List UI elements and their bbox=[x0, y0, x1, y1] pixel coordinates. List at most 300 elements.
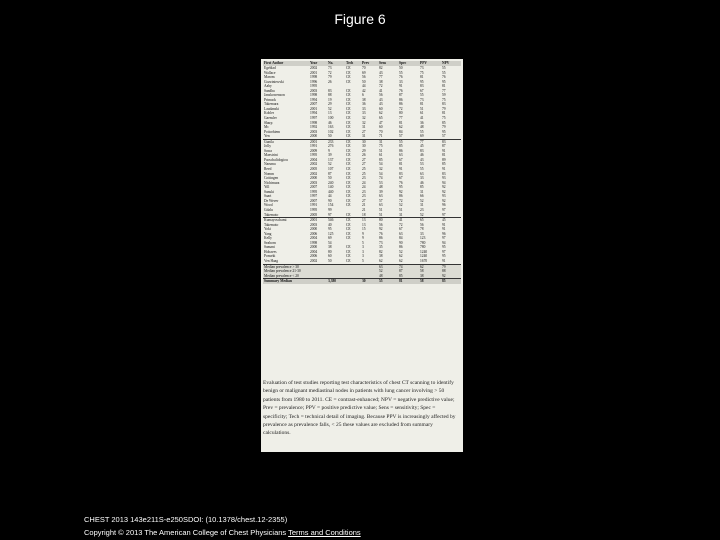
table-cell: 44 bbox=[328, 194, 332, 199]
figure-image bbox=[261, 59, 463, 452]
table-cell: 2002 bbox=[310, 171, 318, 176]
table-cell: 52 bbox=[328, 162, 332, 167]
table-cell: 1998 bbox=[310, 93, 318, 98]
table-cell: 86 bbox=[399, 194, 403, 199]
table-cell: 23 bbox=[362, 194, 366, 199]
table-cell: 92 bbox=[442, 198, 446, 203]
table-cell: CE bbox=[346, 88, 351, 93]
table-cell: 1994 bbox=[310, 97, 318, 102]
column-header: No. bbox=[327, 61, 345, 66]
table-cell: 55 bbox=[378, 279, 398, 284]
table-cell: CE bbox=[346, 194, 351, 199]
table-cell: CE bbox=[346, 116, 351, 121]
table-cell: 2002 bbox=[310, 162, 318, 167]
table-cell: 46 bbox=[420, 180, 424, 185]
table-cell: 90 bbox=[328, 198, 332, 203]
table-cell: 36 bbox=[420, 120, 424, 125]
table-cell: 107 bbox=[328, 167, 334, 172]
table-cell: 2003 bbox=[310, 129, 318, 134]
table-cell: 62 bbox=[399, 125, 403, 130]
table-cell: 30 bbox=[361, 139, 378, 144]
table-cell: 102 bbox=[328, 129, 334, 134]
table-cell: 50 bbox=[328, 134, 332, 139]
row-label: Kohler bbox=[264, 111, 274, 116]
table-cell: 3 bbox=[362, 249, 364, 254]
table-cell: 15 bbox=[362, 227, 366, 232]
table-cell: CE bbox=[346, 70, 351, 75]
row-label: Sanuki bbox=[264, 189, 274, 194]
table-cell: CE bbox=[346, 125, 351, 130]
table-cell: 1995 bbox=[310, 153, 318, 158]
table-cell: 50 bbox=[362, 79, 366, 84]
table-cell: 3 bbox=[362, 245, 364, 250]
table-cell: 41 bbox=[420, 116, 424, 121]
table-cell: 33 bbox=[362, 111, 366, 116]
table-cell: CE bbox=[346, 203, 351, 208]
table-cell: 73 bbox=[420, 97, 424, 102]
table-cell: 62 bbox=[379, 111, 383, 116]
table-cell: 72 bbox=[379, 84, 383, 89]
table-cell: 40 bbox=[328, 222, 332, 227]
table-cell: 3 bbox=[362, 254, 364, 259]
row-label: Gozziniewski bbox=[264, 79, 284, 84]
table-cell: 75 bbox=[379, 144, 383, 149]
table-cell: 233 bbox=[327, 139, 345, 144]
table-cell: 26 bbox=[328, 79, 332, 84]
table-cell: 86 bbox=[399, 148, 403, 153]
table-cell: 91 bbox=[442, 258, 446, 263]
table-cell: 81 bbox=[420, 102, 424, 107]
table-cell: 72 bbox=[399, 222, 403, 227]
table-cell: 1998 bbox=[310, 240, 318, 245]
table-cell: 30 bbox=[362, 144, 366, 149]
table-cell: 97 bbox=[442, 249, 446, 254]
table-cell: 39 bbox=[379, 189, 383, 194]
table-cell: 50 bbox=[328, 258, 332, 263]
table-cell: 95 bbox=[399, 185, 403, 190]
row-label: Median prevalence > 30 bbox=[263, 264, 309, 269]
row-label: Mc bbox=[264, 125, 269, 130]
table-cell: CE bbox=[346, 167, 351, 172]
table-cell: 80 bbox=[378, 218, 398, 223]
table-cell: 38 bbox=[379, 254, 383, 259]
table-cell: 79 bbox=[328, 75, 332, 80]
table-cell: 76 bbox=[399, 88, 403, 93]
table-cell: 125 bbox=[328, 231, 334, 236]
table-cell: 2001 bbox=[310, 70, 318, 75]
table-cell: 75 bbox=[442, 116, 446, 121]
table-cell: 31 bbox=[399, 212, 403, 217]
row-label: Primack bbox=[264, 97, 276, 102]
table-cell: 52 bbox=[399, 203, 403, 208]
table-cell: 2007 bbox=[310, 102, 318, 107]
table-cell: 123 bbox=[420, 236, 426, 241]
table-cell: 56 bbox=[379, 93, 383, 98]
table-cell: 97 bbox=[442, 212, 446, 217]
table-cell: 51 bbox=[399, 207, 403, 212]
table-cell: 45 bbox=[441, 218, 461, 223]
row-label: Nichimura bbox=[264, 180, 280, 185]
table-cell: 91 bbox=[442, 148, 446, 153]
column-header: NPV bbox=[441, 61, 461, 66]
table-cell: CE bbox=[346, 93, 351, 98]
table-cell: 47 bbox=[379, 120, 383, 125]
table-cell: CE bbox=[346, 236, 351, 241]
table-cell: 82 bbox=[379, 249, 383, 254]
table-cell: 2009 bbox=[310, 148, 318, 153]
table-cell: CE bbox=[345, 139, 361, 144]
table-cell: CE bbox=[346, 222, 351, 227]
table-cell: 27 bbox=[362, 162, 366, 167]
table-cell: 86 bbox=[379, 236, 383, 241]
table-cell: 85 bbox=[399, 144, 403, 149]
table-cell: 1991 bbox=[310, 144, 318, 149]
table-cell: 60 bbox=[379, 106, 383, 111]
row-label: Sandha bbox=[264, 88, 275, 93]
table-cell: 54 bbox=[379, 162, 383, 167]
table-cell: 87 bbox=[328, 171, 332, 176]
table-cell: 25 bbox=[362, 167, 366, 172]
table-cell: 27 bbox=[362, 157, 366, 162]
table-cell: 92 bbox=[442, 185, 446, 190]
row-label: Cottingen bbox=[264, 176, 279, 181]
table-cell: 2001 bbox=[310, 106, 318, 111]
table-cell: 38 bbox=[362, 97, 366, 102]
table-cell: 84 bbox=[399, 236, 403, 241]
table-cell: 51 bbox=[379, 207, 383, 212]
copyright-line bbox=[84, 528, 361, 537]
table-cell: CE bbox=[346, 185, 351, 190]
table-cell: 100 bbox=[328, 116, 334, 121]
table-cell: 137 bbox=[328, 157, 334, 162]
table-cell: CE bbox=[346, 111, 351, 116]
table-cell: 82 bbox=[379, 66, 383, 70]
table-cell: 1995 bbox=[310, 189, 318, 194]
row-label: Wallace bbox=[264, 70, 276, 75]
table-cell: 80 bbox=[399, 111, 403, 116]
table-cell: 32 bbox=[362, 116, 366, 121]
table-cell: 23 bbox=[362, 189, 366, 194]
table-cell: 1998 bbox=[310, 75, 318, 80]
table-cell: 65 bbox=[379, 116, 383, 121]
table-cell: 72 bbox=[399, 106, 403, 111]
table-cell: 74 bbox=[398, 264, 419, 269]
table-cell: 31 bbox=[420, 189, 424, 194]
table-cell: 50 bbox=[328, 176, 332, 181]
table-cell: 42 bbox=[362, 88, 366, 93]
table-cell: 81 bbox=[442, 153, 446, 158]
table-cell: 93 bbox=[442, 194, 446, 199]
table-cell: 30 bbox=[361, 279, 378, 284]
table-cell: 95 bbox=[442, 254, 446, 259]
table-cell: 1240 bbox=[420, 249, 428, 254]
table-cell: 27 bbox=[362, 198, 366, 203]
table-cell: 276 bbox=[328, 144, 334, 149]
row-label: Kelly bbox=[264, 236, 272, 241]
table-cell: 80 bbox=[328, 249, 332, 254]
table-cell: 92 bbox=[399, 189, 403, 194]
table-cell: 75 bbox=[442, 97, 446, 102]
table-cell: 95 bbox=[442, 129, 446, 134]
table-cell: 1992 bbox=[310, 125, 318, 130]
table-cell: 2007 bbox=[310, 185, 318, 190]
table-cell: 32 bbox=[379, 167, 383, 172]
data-table bbox=[263, 61, 461, 284]
table-cell: 77 bbox=[379, 75, 383, 80]
table-cell: 2004 bbox=[310, 249, 318, 254]
table-cell: 79 bbox=[442, 125, 446, 130]
table-cell: CE bbox=[346, 106, 351, 111]
table-cell: 96 bbox=[442, 203, 446, 208]
table-cell: 63 bbox=[379, 194, 383, 199]
table-cell: 74 bbox=[379, 176, 383, 181]
table-cell: 54 bbox=[379, 171, 383, 176]
table-cell: 86 bbox=[399, 102, 403, 107]
table-cell: 51 bbox=[379, 212, 383, 217]
table-cell: 86 bbox=[399, 245, 403, 250]
table-cell: CE bbox=[346, 180, 351, 185]
table-cell: 1994 bbox=[310, 111, 318, 116]
row-label: Ponseki bbox=[264, 254, 276, 259]
table-cell: CE bbox=[346, 231, 351, 236]
table-cell: 2002 bbox=[310, 258, 318, 263]
table-cell: 29 bbox=[328, 102, 332, 107]
table-cell: 73 bbox=[328, 66, 332, 70]
table-cell: 52 bbox=[399, 249, 403, 254]
row-label: Naruma bbox=[264, 162, 276, 167]
table-cell: 63 bbox=[420, 171, 424, 176]
table-cell: 2001 bbox=[309, 218, 327, 223]
table-cell: 38 bbox=[328, 245, 332, 250]
table-cell: 67 bbox=[399, 176, 403, 181]
table-cell: 33 bbox=[420, 231, 424, 236]
table-cell: 2004 bbox=[310, 157, 318, 162]
table-cell: 2000 bbox=[310, 134, 318, 139]
table-cell: 63 bbox=[399, 153, 403, 158]
table-cell: 90 bbox=[399, 240, 403, 245]
table-cell: 2003 bbox=[310, 88, 318, 93]
table-cell: CE bbox=[346, 144, 351, 149]
table-cell: 87 bbox=[398, 269, 419, 274]
table-cell: 92 bbox=[379, 227, 383, 232]
table-cell: 2006 bbox=[310, 254, 318, 259]
table-cell: 91 bbox=[442, 227, 446, 232]
table-cell: CE bbox=[346, 258, 351, 263]
table-cell: 1995 bbox=[310, 84, 318, 89]
row-label: Paoschalidogiou bbox=[264, 157, 288, 162]
table-cell: 2000 bbox=[310, 227, 318, 232]
table-cell: 83 bbox=[442, 171, 446, 176]
table-footnote: Evaluation of test studies reporting test characteristics of chest CT scanning to identify benign or malignant mediastinal nodes in patients with lung cancer involving > 50 patients from 1980 to 2011. CE = contrast-enhanced; NPV = negative predictive value; Prev = prevalence; PPV = positive predictive value; Sens = sensitivity; Spec = specificity; Tech = technical detail of imaging. Because PPV is increasingly affected by prevalence as prevalence falls, < 25 these values are excluded from summary calculations. bbox=[263, 380, 456, 437]
column-header: Tech bbox=[345, 61, 361, 66]
table-cell: 81 bbox=[442, 111, 446, 116]
figure-title: Figure 6 bbox=[334, 11, 386, 27]
row-label: Wood bbox=[264, 203, 273, 208]
table-cell: 43 bbox=[420, 157, 424, 162]
table-cell: 55 bbox=[398, 139, 419, 144]
table-cell: 1997 bbox=[310, 194, 318, 199]
row-label: Yill bbox=[264, 185, 270, 190]
table-cell: 95 bbox=[442, 79, 446, 84]
table-cell: 51 bbox=[379, 148, 383, 153]
table-cell: CE bbox=[346, 120, 351, 125]
table-cell: 41 bbox=[379, 88, 383, 93]
table-cell: 83 bbox=[420, 84, 424, 89]
table-cell: 73 bbox=[420, 66, 424, 70]
table-cell bbox=[309, 279, 327, 284]
copyright-text: Copyright © 2013 The American College of Chest Physicians bbox=[84, 528, 287, 537]
column-header: Prev bbox=[361, 61, 378, 66]
table-cell: 94 bbox=[442, 180, 446, 185]
table-cell: 24 bbox=[362, 180, 366, 185]
table-cell: 81 bbox=[420, 75, 424, 80]
table-cell: 75 bbox=[420, 70, 424, 75]
table-cell: 52 bbox=[420, 212, 424, 217]
row-label: Yen bbox=[264, 134, 270, 139]
table-cell: CE bbox=[346, 176, 351, 181]
table-cell: 85 bbox=[420, 185, 424, 190]
table-cell: 91 bbox=[442, 222, 446, 227]
table-cell: 38 bbox=[379, 79, 383, 84]
row-label: Median prevalence 21-30 bbox=[263, 269, 309, 274]
terms-and-conditions-link[interactable]: Terms and Conditions bbox=[288, 528, 361, 537]
table-cell: 81 bbox=[442, 84, 446, 89]
table-cell: CE bbox=[346, 227, 351, 232]
table-cell: 56 bbox=[420, 222, 424, 227]
table-cell: 70 bbox=[379, 129, 383, 134]
table-cell: 66 bbox=[420, 194, 424, 199]
table-cell: 33 bbox=[420, 176, 424, 181]
table-cell: 6 bbox=[362, 93, 364, 98]
table-cell: 3,380 bbox=[327, 279, 345, 284]
row-label: Gaensler bbox=[264, 116, 277, 121]
column-header: Spec bbox=[398, 61, 419, 66]
table-cell: 31 bbox=[378, 139, 398, 144]
table-cell: 73 bbox=[379, 240, 383, 245]
table-cell: CE bbox=[346, 249, 351, 254]
table-cell: 85 bbox=[442, 120, 446, 125]
table-cell: 78 bbox=[420, 227, 424, 232]
table-cell: 41 bbox=[398, 218, 419, 223]
table-cell: 33 bbox=[399, 79, 403, 84]
table-cell: 52 bbox=[420, 198, 424, 203]
table-cell: 97 bbox=[442, 207, 446, 212]
table-cell: 1998 bbox=[310, 120, 318, 125]
table-cell: 43 bbox=[379, 70, 383, 75]
table-cell: CE bbox=[346, 102, 351, 107]
table-cell: 18 bbox=[362, 212, 366, 217]
row-label: Reed bbox=[264, 167, 272, 172]
table-cell: 2006 bbox=[310, 231, 318, 236]
table-cell: 154 bbox=[328, 203, 334, 208]
table-cell: 53 bbox=[420, 162, 424, 167]
row-label: Nomm bbox=[264, 171, 274, 176]
table-cell: 55 bbox=[442, 70, 446, 75]
table-cell: 77 bbox=[442, 88, 446, 93]
table-cell: 1670 bbox=[420, 258, 428, 263]
table-cell: 50 bbox=[399, 66, 403, 70]
table-cell: 72 bbox=[328, 70, 332, 75]
table-cell: 63 bbox=[379, 203, 383, 208]
table-cell: 19 bbox=[328, 97, 332, 102]
table-cell: 91 bbox=[442, 167, 446, 172]
row-label: Median prevalence < 20 bbox=[263, 274, 309, 279]
table-cell: 94 bbox=[442, 240, 446, 245]
table-cell: 46 bbox=[420, 153, 424, 158]
table-cell: CE bbox=[346, 79, 351, 84]
table-cell: CE bbox=[346, 245, 351, 250]
table-cell: 91 bbox=[399, 167, 403, 172]
table-cell: 87 bbox=[442, 144, 446, 149]
table-cell: 92 bbox=[441, 274, 461, 279]
table-cell: 55 bbox=[420, 167, 424, 172]
table-cell: 92 bbox=[442, 189, 446, 194]
row-label: Marom bbox=[264, 75, 275, 80]
table-cell: 57 bbox=[399, 134, 403, 139]
table-cell: CE bbox=[346, 66, 351, 70]
table-cell: 52 bbox=[328, 106, 332, 111]
table-cell: 1991 bbox=[310, 203, 318, 208]
table-cell: 77 bbox=[399, 116, 403, 121]
table-cell: 5 bbox=[362, 258, 364, 263]
table-cell: 88 bbox=[441, 269, 461, 274]
table-cell: 2004 bbox=[310, 236, 318, 241]
row-label: Takemura bbox=[264, 102, 279, 107]
table-cell: 71 bbox=[379, 134, 383, 139]
table-cell: 43 bbox=[379, 97, 383, 102]
table-cell: 62 bbox=[419, 264, 441, 269]
table-cell: 2007 bbox=[310, 198, 318, 203]
table-cell: 76 bbox=[399, 180, 403, 185]
table-cell: 95 bbox=[328, 227, 332, 232]
table-cell: 780 bbox=[420, 240, 426, 245]
table-cell: CE bbox=[346, 129, 351, 134]
column-header: First Author bbox=[263, 61, 309, 66]
table-cell: 65 bbox=[419, 218, 441, 223]
table-cell: 61 bbox=[420, 111, 424, 116]
table-cell: 63 bbox=[378, 264, 398, 269]
table-cell: 55 bbox=[420, 129, 424, 134]
table-cell: CE bbox=[346, 189, 351, 194]
row-label: Kumayoschami bbox=[263, 218, 309, 223]
table-cell: 84 bbox=[399, 129, 403, 134]
table-cell: 56 bbox=[379, 222, 383, 227]
table-cell: 2000 bbox=[310, 245, 318, 250]
table-cell: CE bbox=[346, 162, 351, 167]
table-cell: 70 bbox=[362, 66, 366, 70]
table-cell: 56 bbox=[362, 75, 366, 80]
table-cell: CE bbox=[346, 254, 351, 259]
table-cell: 48 bbox=[420, 125, 424, 130]
table-cell: 5 bbox=[362, 240, 364, 245]
row-label: Takemoto bbox=[264, 212, 279, 217]
table-cell: 69 bbox=[328, 236, 332, 241]
table-cell: 72 bbox=[399, 198, 403, 203]
table-cell: 97 bbox=[328, 212, 332, 217]
table-cell: 97 bbox=[442, 236, 446, 241]
table-cell: 79 bbox=[441, 264, 461, 269]
column-header: Year bbox=[309, 61, 327, 66]
table-cell: 26 bbox=[362, 153, 366, 158]
table-cell: 1997 bbox=[310, 116, 318, 121]
table-cell: 55 bbox=[420, 93, 424, 98]
row-label: Takemoto bbox=[264, 222, 279, 227]
row-label: Laudanski bbox=[264, 106, 279, 111]
table-cell: 48 bbox=[379, 185, 383, 190]
table-cell: CE bbox=[345, 218, 361, 223]
table-cell: 81 bbox=[399, 120, 403, 125]
table-cell: 85 bbox=[441, 279, 461, 284]
